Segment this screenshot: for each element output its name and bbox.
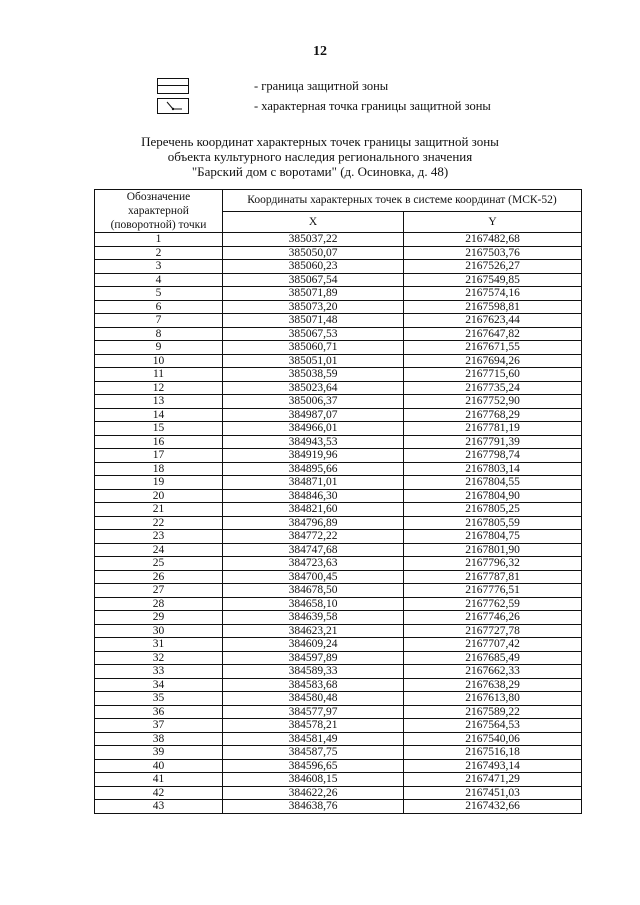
table-row [95, 638, 582, 652]
point-number-cell: 6 [95, 300, 223, 314]
table-row [95, 651, 582, 665]
point-number-cell: 40 [95, 759, 223, 773]
table-row [95, 341, 582, 355]
table-row [95, 381, 582, 395]
title-line-1: Перечень координат характерных точек границы защитной зоны [141, 134, 499, 149]
y-coordinate-cell: 2167752,90 [404, 395, 582, 409]
y-coordinate-cell: 2167707,42 [404, 638, 582, 652]
point-number-cell: 41 [95, 773, 223, 787]
table-row [95, 287, 582, 301]
x-coordinate-cell: 384895,66 [223, 462, 404, 476]
table-header-row [95, 190, 582, 212]
x-coordinate-cell: 384587,75 [223, 746, 404, 760]
y-coordinate-cell: 2167768,29 [404, 408, 582, 422]
x-coordinate-cell: 384658,10 [223, 597, 404, 611]
point-number-cell: 18 [95, 462, 223, 476]
point-number-cell: 14 [95, 408, 223, 422]
y-coordinate-cell: 2167526,27 [404, 260, 582, 274]
table-row [95, 530, 582, 544]
y-coordinate-cell: 2167715,60 [404, 368, 582, 382]
table-row [95, 692, 582, 706]
x-coordinate-cell: 384700,45 [223, 570, 404, 584]
point-number-cell: 1 [95, 233, 223, 247]
x-coordinate-cell: 384609,24 [223, 638, 404, 652]
table-row [95, 584, 582, 598]
table-row [95, 732, 582, 746]
x-coordinate-cell: 385038,59 [223, 368, 404, 382]
table-row [95, 476, 582, 490]
point-number-cell: 9 [95, 341, 223, 355]
table-row [95, 300, 582, 314]
header-x: X [223, 211, 404, 233]
x-coordinate-cell: 384871,01 [223, 476, 404, 490]
x-coordinate-cell: 384943,53 [223, 435, 404, 449]
table-row [95, 462, 582, 476]
y-coordinate-cell: 2167451,03 [404, 786, 582, 800]
point-number-cell: 13 [95, 395, 223, 409]
table-row [95, 597, 582, 611]
x-coordinate-cell: 384623,21 [223, 624, 404, 638]
y-coordinate-cell: 2167727,78 [404, 624, 582, 638]
y-coordinate-cell: 2167694,26 [404, 354, 582, 368]
point-number-cell: 24 [95, 543, 223, 557]
y-coordinate-cell: 2167671,55 [404, 341, 582, 355]
point-number-cell: 21 [95, 503, 223, 517]
table-row [95, 678, 582, 692]
table-row [95, 759, 582, 773]
table-row [95, 719, 582, 733]
table-row [95, 705, 582, 719]
y-coordinate-cell: 2167482,68 [404, 233, 582, 247]
x-coordinate-cell: 384622,26 [223, 786, 404, 800]
x-coordinate-cell: 385006,37 [223, 395, 404, 409]
point-number-cell: 4 [95, 273, 223, 287]
y-coordinate-cell: 2167798,74 [404, 449, 582, 463]
point-number-cell: 12 [95, 381, 223, 395]
y-coordinate-cell: 2167471,29 [404, 773, 582, 787]
point-number-cell: 35 [95, 692, 223, 706]
point-number-cell: 38 [95, 732, 223, 746]
point-number-cell: 19 [95, 476, 223, 490]
characteristic-point-icon [157, 98, 189, 114]
table-row [95, 773, 582, 787]
x-coordinate-cell: 385037,22 [223, 233, 404, 247]
y-coordinate-cell: 2167516,18 [404, 746, 582, 760]
x-coordinate-cell: 385023,64 [223, 381, 404, 395]
y-coordinate-cell: 2167503,76 [404, 246, 582, 260]
point-number-cell: 27 [95, 584, 223, 598]
document-title [0, 134, 640, 179]
y-coordinate-cell: 2167804,75 [404, 530, 582, 544]
point-number-cell: 17 [95, 449, 223, 463]
point-number-cell: 2 [95, 246, 223, 260]
title-line-2: объекта культурного наследия регионального значения [167, 149, 473, 164]
table-row [95, 489, 582, 503]
x-coordinate-cell: 384577,97 [223, 705, 404, 719]
x-coordinate-cell: 384639,58 [223, 611, 404, 625]
page-number: 12 [313, 44, 327, 59]
point-number-cell: 25 [95, 557, 223, 571]
y-coordinate-cell: 2167623,44 [404, 314, 582, 328]
x-coordinate-cell: 384596,65 [223, 759, 404, 773]
point-number-cell: 34 [95, 678, 223, 692]
point-number-cell: 7 [95, 314, 223, 328]
x-coordinate-cell: 384678,50 [223, 584, 404, 598]
y-coordinate-cell: 2167805,25 [404, 503, 582, 517]
table-row [95, 665, 582, 679]
table-row [95, 246, 582, 260]
legend-item-boundary [157, 76, 389, 96]
x-coordinate-cell: 384580,48 [223, 692, 404, 706]
table-row [95, 422, 582, 436]
table-row [95, 314, 582, 328]
point-number-cell: 16 [95, 435, 223, 449]
x-coordinate-cell: 384581,49 [223, 732, 404, 746]
y-coordinate-cell: 2167647,82 [404, 327, 582, 341]
table-row [95, 570, 582, 584]
table-row [95, 327, 582, 341]
y-coordinate-cell: 2167613,80 [404, 692, 582, 706]
x-coordinate-cell: 384796,89 [223, 516, 404, 530]
y-coordinate-cell: 2167589,22 [404, 705, 582, 719]
point-number-cell: 8 [95, 327, 223, 341]
x-coordinate-cell: 384987,07 [223, 408, 404, 422]
point-number-cell: 37 [95, 719, 223, 733]
legend-item-point [157, 96, 491, 116]
boundary-line-icon [157, 78, 189, 94]
y-coordinate-cell: 2167762,59 [404, 597, 582, 611]
y-coordinate-cell: 2167803,14 [404, 462, 582, 476]
table-row [95, 503, 582, 517]
point-number-cell: 33 [95, 665, 223, 679]
point-number-cell: 3 [95, 260, 223, 274]
y-coordinate-cell: 2167735,24 [404, 381, 582, 395]
table-row [95, 233, 582, 247]
point-number-cell: 15 [95, 422, 223, 436]
table-row [95, 800, 582, 814]
table-row [95, 273, 582, 287]
y-coordinate-cell: 2167796,32 [404, 557, 582, 571]
y-coordinate-cell: 2167805,59 [404, 516, 582, 530]
y-coordinate-cell: 2167432,66 [404, 800, 582, 814]
y-coordinate-cell: 2167549,85 [404, 273, 582, 287]
y-coordinate-cell: 2167801,90 [404, 543, 582, 557]
y-coordinate-cell: 2167804,55 [404, 476, 582, 490]
y-coordinate-cell: 2167574,16 [404, 287, 582, 301]
y-coordinate-cell: 2167598,81 [404, 300, 582, 314]
x-coordinate-cell: 385060,71 [223, 341, 404, 355]
point-number-cell: 36 [95, 705, 223, 719]
legend-label-boundary: - граница защитной зоны [254, 78, 389, 93]
y-coordinate-cell: 2167564,53 [404, 719, 582, 733]
y-coordinate-cell: 2167638,29 [404, 678, 582, 692]
x-coordinate-cell: 385060,23 [223, 260, 404, 274]
x-coordinate-cell: 384919,96 [223, 449, 404, 463]
x-coordinate-cell: 384723,63 [223, 557, 404, 571]
point-number-cell: 23 [95, 530, 223, 544]
table-row [95, 557, 582, 571]
x-coordinate-cell: 384846,30 [223, 489, 404, 503]
point-number-cell: 22 [95, 516, 223, 530]
y-coordinate-cell: 2167685,49 [404, 651, 582, 665]
x-coordinate-cell: 385050,07 [223, 246, 404, 260]
header-coordinates: Координаты характерных точек в системе координат (МСК-52) [223, 190, 582, 212]
x-coordinate-cell: 385067,54 [223, 273, 404, 287]
y-coordinate-cell: 2167804,90 [404, 489, 582, 503]
title-line-3: "Барский дом с воротами" (д. Осиновка, д. 48) [191, 164, 449, 179]
x-coordinate-cell: 385071,89 [223, 287, 404, 301]
point-number-cell: 43 [95, 800, 223, 814]
header-y: Y [404, 211, 582, 233]
table-row [95, 408, 582, 422]
point-number-cell: 26 [95, 570, 223, 584]
table-row [95, 395, 582, 409]
x-coordinate-cell: 384583,68 [223, 678, 404, 692]
x-coordinate-cell: 384578,21 [223, 719, 404, 733]
table-row [95, 786, 582, 800]
table-row [95, 611, 582, 625]
point-number-cell: 20 [95, 489, 223, 503]
point-number-cell: 42 [95, 786, 223, 800]
y-coordinate-cell: 2167781,19 [404, 422, 582, 436]
x-coordinate-cell: 385067,53 [223, 327, 404, 341]
point-number-cell: 28 [95, 597, 223, 611]
y-coordinate-cell: 2167776,51 [404, 584, 582, 598]
x-coordinate-cell: 385071,48 [223, 314, 404, 328]
point-number-cell: 31 [95, 638, 223, 652]
header-point-designation: Обозначение характерной (поворотной) точки [95, 190, 223, 233]
table-row [95, 435, 582, 449]
x-coordinate-cell: 384747,68 [223, 543, 404, 557]
point-number-cell: 29 [95, 611, 223, 625]
y-coordinate-cell: 2167662,33 [404, 665, 582, 679]
table-row [95, 354, 582, 368]
y-coordinate-cell: 2167540,06 [404, 732, 582, 746]
x-coordinate-cell: 385073,20 [223, 300, 404, 314]
table-row [95, 368, 582, 382]
table-row [95, 449, 582, 463]
coordinates-table [94, 189, 582, 814]
x-coordinate-cell: 384772,22 [223, 530, 404, 544]
y-coordinate-cell: 2167746,26 [404, 611, 582, 625]
legend-label-point: - характерная точка границы защитной зоны [254, 98, 491, 113]
y-coordinate-cell: 2167791,39 [404, 435, 582, 449]
point-number-cell: 30 [95, 624, 223, 638]
x-coordinate-cell: 385051,01 [223, 354, 404, 368]
point-number-cell: 39 [95, 746, 223, 760]
x-coordinate-cell: 384597,89 [223, 651, 404, 665]
y-coordinate-cell: 2167787,81 [404, 570, 582, 584]
point-number-cell: 10 [95, 354, 223, 368]
x-coordinate-cell: 384821,60 [223, 503, 404, 517]
table-row [95, 746, 582, 760]
table-row [95, 516, 582, 530]
x-coordinate-cell: 384638,76 [223, 800, 404, 814]
table-row [95, 624, 582, 638]
table-row [95, 260, 582, 274]
x-coordinate-cell: 384966,01 [223, 422, 404, 436]
table-row [95, 543, 582, 557]
point-number-cell: 5 [95, 287, 223, 301]
point-number-cell: 32 [95, 651, 223, 665]
y-coordinate-cell: 2167493,14 [404, 759, 582, 773]
point-number-cell: 11 [95, 368, 223, 382]
x-coordinate-cell: 384608,15 [223, 773, 404, 787]
x-coordinate-cell: 384589,33 [223, 665, 404, 679]
